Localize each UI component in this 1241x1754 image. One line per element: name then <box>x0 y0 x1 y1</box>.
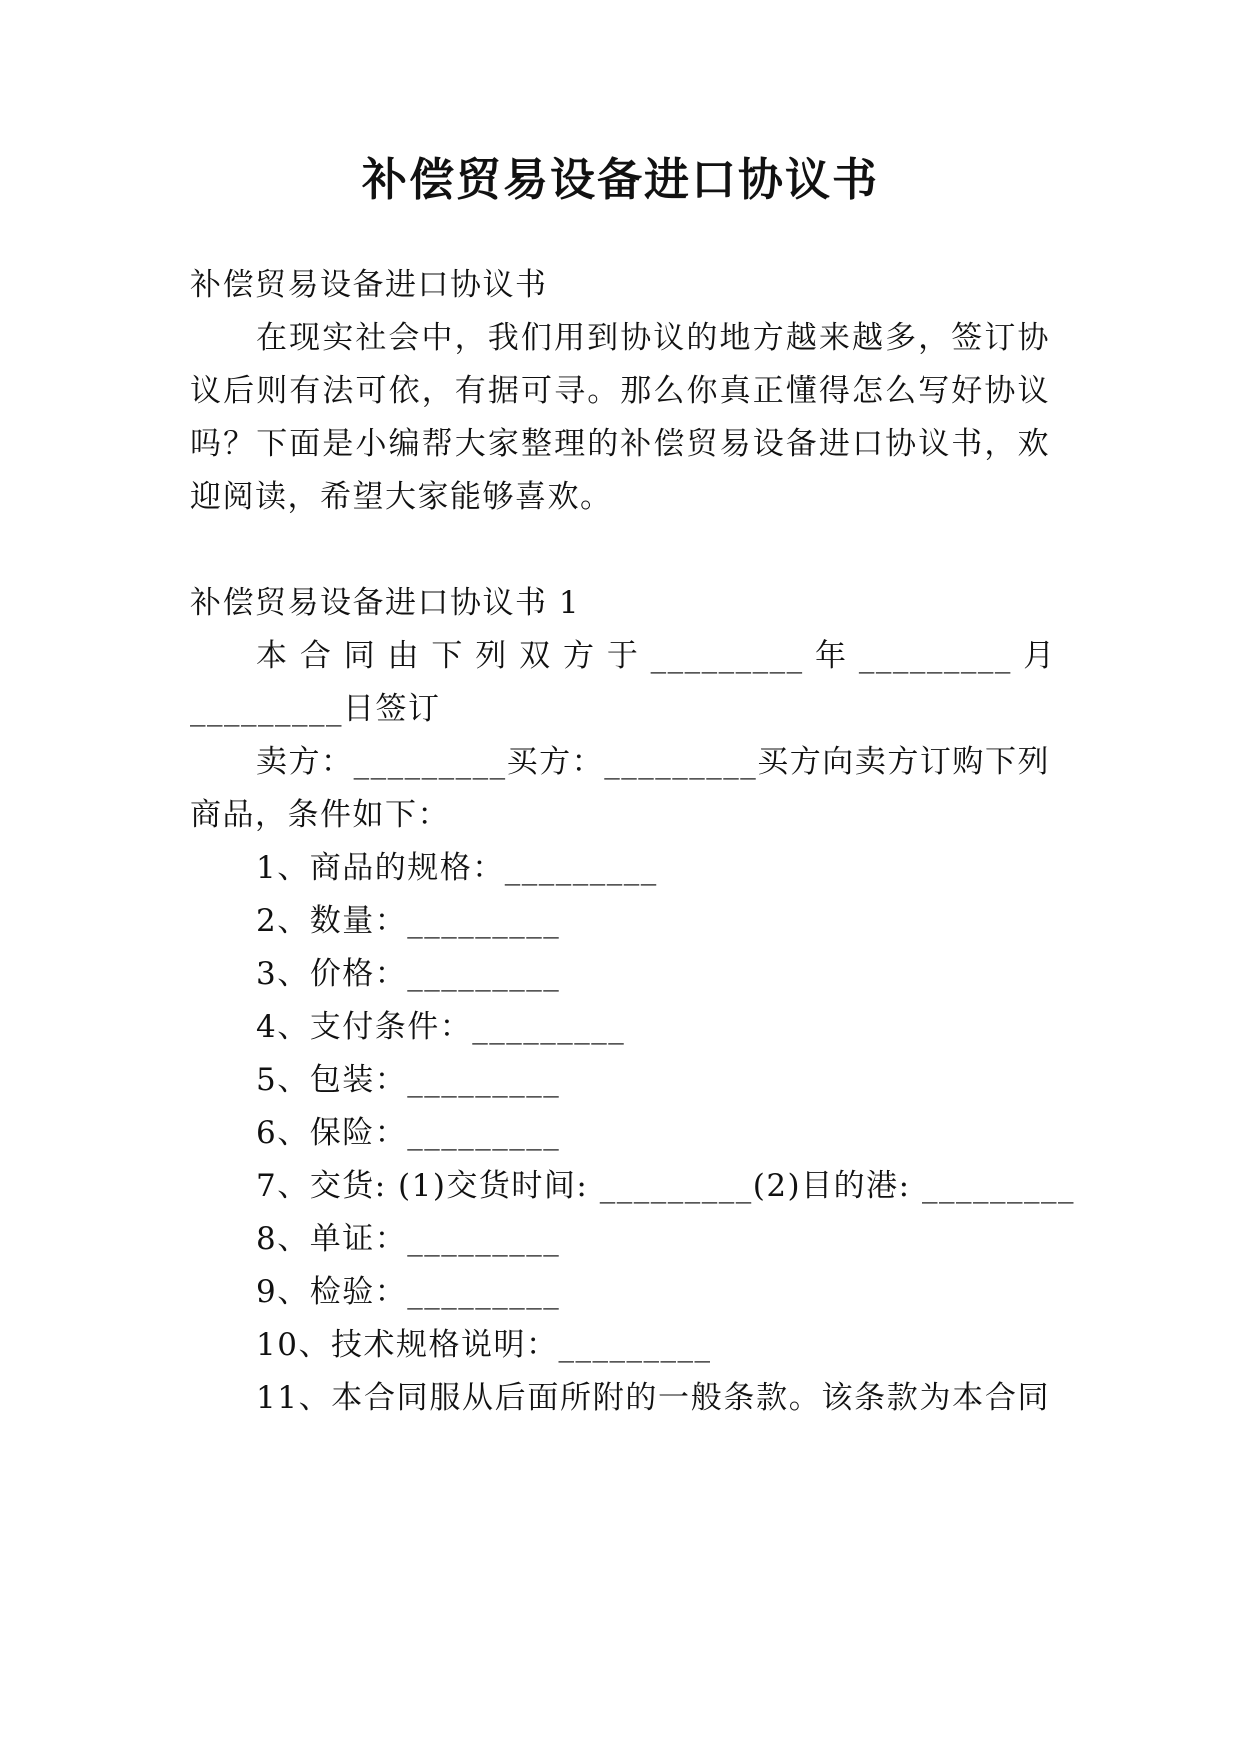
intro-line-3: 吗？下面是小编帮大家整理的补偿贸易设备进口协议书，欢 <box>190 426 1050 462</box>
clause-5: 5、包装：_________ <box>256 1062 561 1098</box>
document-subtitle: 补偿贸易设备进口协议书 <box>190 267 548 303</box>
clause-4: 4、支付条件：_________ <box>256 1009 626 1045</box>
clause-2: 2、数量：_________ <box>256 903 561 939</box>
intro-line-4: 迎阅读，希望大家能够喜欢。 <box>190 479 613 515</box>
intro-line-2: 议后则有法可依，有据可寻。那么你真正懂得怎么写好协议 <box>190 373 1050 409</box>
clause-11: 11、本合同服从后面所附的一般条款。该条款为本合同 <box>256 1380 1050 1416</box>
contract-line-3: 卖方：_________买方：_________买方向卖方订购下列 <box>256 744 1050 780</box>
section-heading: 补偿贸易设备进口协议书 1 <box>190 585 581 621</box>
contract-line-1: 本 合 同 由 下 列 双 方 于 _________ 年 _________ 月 <box>256 638 1056 674</box>
clause-1: 1、商品的规格：_________ <box>256 850 658 886</box>
clause-10: 10、技术规格说明：_________ <box>256 1327 712 1363</box>
contract-line-4: 商品，条件如下： <box>190 797 450 833</box>
intro-line-1: 在现实社会中，我们用到协议的地方越来越多，签订协 <box>256 320 1050 356</box>
clause-3: 3、价格：_________ <box>256 956 561 992</box>
clause-7: 7、交货: (1)交货时间: _________(2)目的港: _________ <box>256 1168 1075 1204</box>
contract-line-2: _________日签订 <box>190 691 441 727</box>
clause-9: 9、检验：_________ <box>256 1274 561 1310</box>
document-title: 补偿贸易设备进口协议书 <box>361 153 879 206</box>
clause-6: 6、保险：_________ <box>256 1115 561 1151</box>
clause-8: 8、单证：_________ <box>256 1221 561 1257</box>
